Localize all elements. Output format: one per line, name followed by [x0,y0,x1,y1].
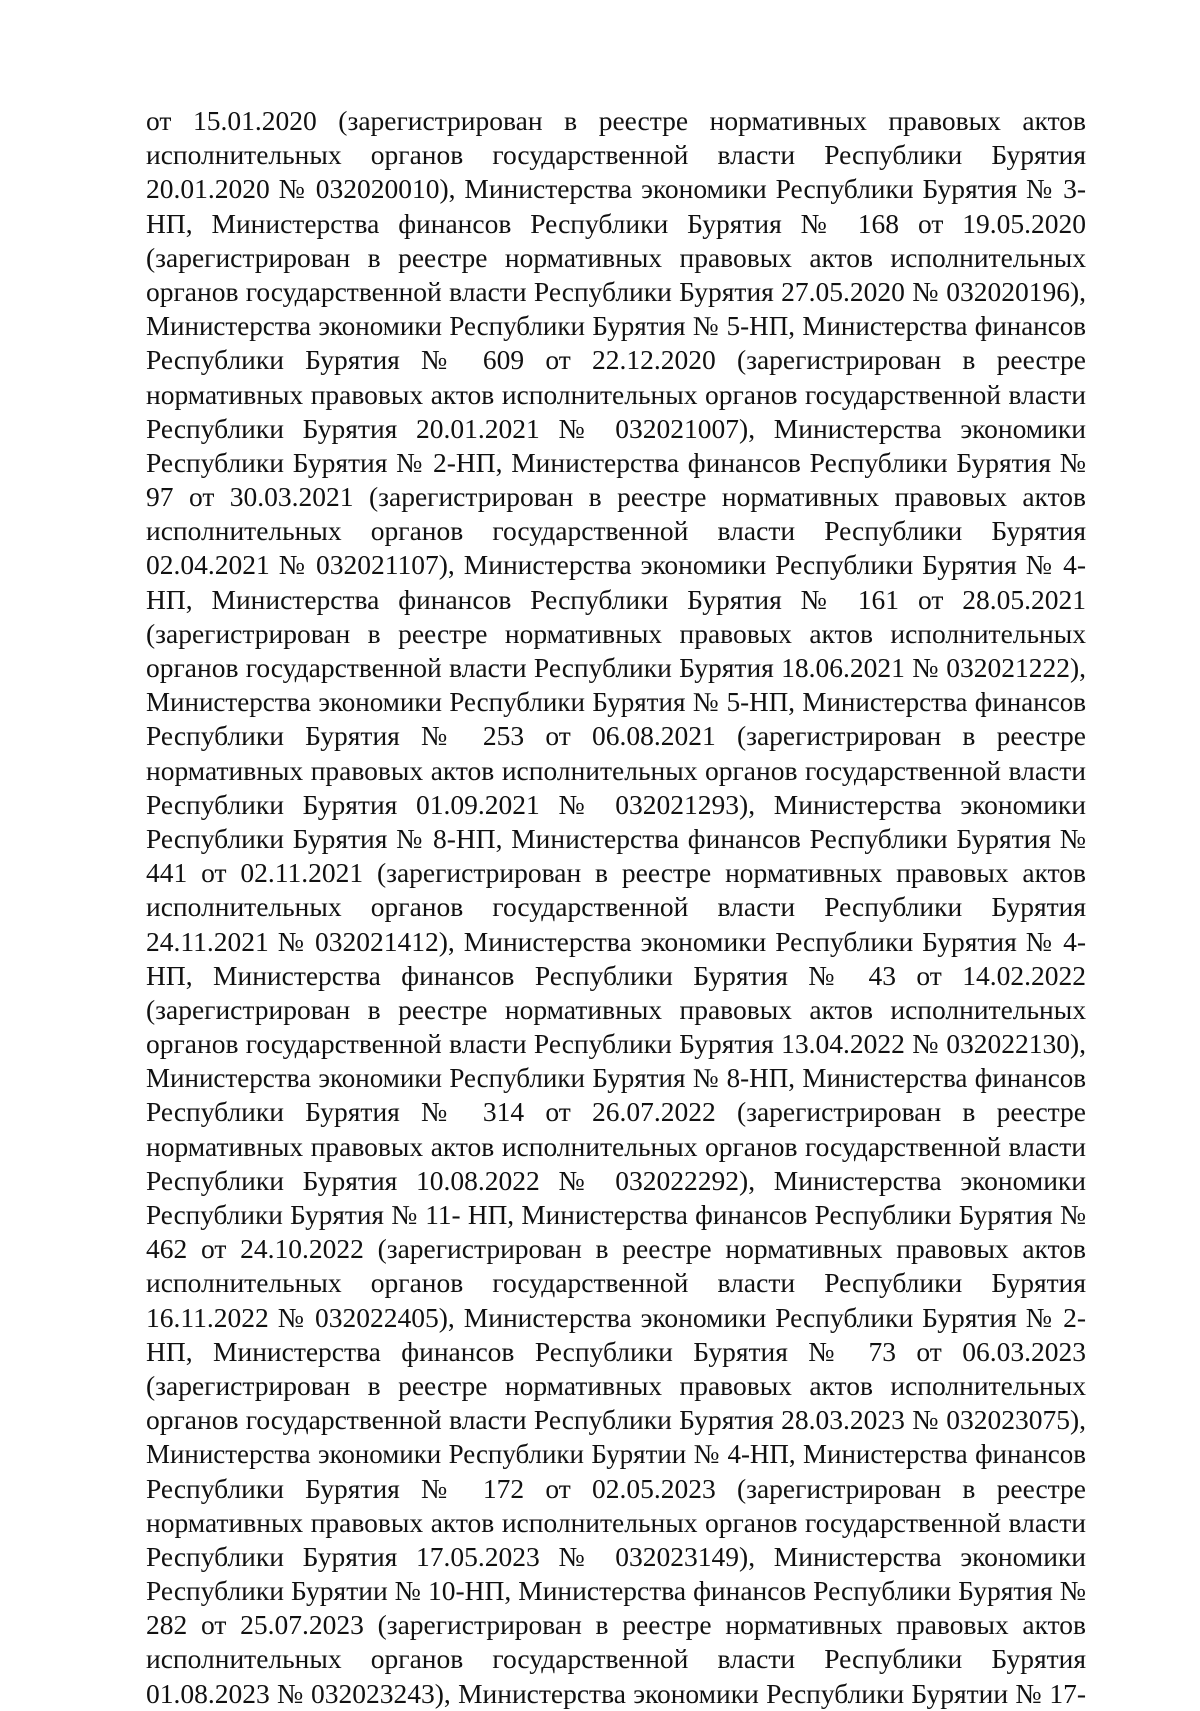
text-line: 02.04.2021 № 032021107), Министерства экономики Республики Бурятия № 4- [146,549,1086,581]
text-line: Республики Бурятия № 2-НП, Министерства финансов Республики Бурятия № [146,446,1086,478]
text-line: исполнительных органов государственной власти Республики Бурятия [146,139,1086,171]
text-line: нормативных правовых актов исполнительных органов государственной власти [146,378,1086,410]
text-line: Республики Бурятии № 10-НП, Министерства финансов Республики Бурятия № [146,1575,1086,1607]
text-line: органов государственной власти Республики Бурятия 18.06.2021 № 032021222), [146,652,1086,683]
text-line: исполнительных органов государственной власти Республики Бурятия [146,515,1086,547]
text-line: (зарегистрирован в реестре нормативных правовых актов исполнительных [146,993,1086,1025]
text-line: Республики Бурятия № 253 от 06.08.2021 (зарегистрирован в реестре [146,720,1086,752]
text-line: 282 от 25.07.2023 (зарегистрирован в реестре нормативных правовых актов [146,1609,1086,1641]
text-line: Республики Бурятия № 172 от 02.05.2023 (зарегистрирован в реестре [146,1472,1086,1504]
text-line: 01.08.2023 № 032023243), Министерства экономики Республики Бурятии № 17- [146,1677,1086,1709]
text-line: 24.11.2021 № 032021412), Министерства экономики Республики Бурятия № 4- [146,925,1086,957]
text-line: Республики Бурятия 10.08.2022 № 032022292), Министерства экономики [146,1164,1086,1196]
text-line: нормативных правовых актов исполнительных органов государственной власти [146,1506,1086,1538]
text-line: нормативных правовых актов исполнительных органов государственной власти [146,1130,1086,1162]
text-line: НП, Министерства финансов Республики Бурятия № 161 от 28.05.2021 [146,583,1086,615]
text-line: (зарегистрирован в реестре нормативных правовых актов исполнительных [146,1369,1086,1401]
text-line: Министерства экономики Республики Бурятия № 5-НП, Министерства финансов [146,311,1086,342]
text-line: исполнительных органов государственной власти Республики Бурятия [146,1643,1086,1675]
text-line: исполнительных органов государственной власти Республики Бурятия [146,891,1086,923]
text-line: Республики Бурятия № 11- НП, Министерства финансов Республики Бурятия № [146,1200,1086,1230]
text-line: НП, Министерства финансов Республики Бурятия № 43 от 14.02.2022 [146,959,1086,991]
text-line: нормативных правовых актов исполнительных органов государственной власти [146,754,1086,786]
text-line: от 15.01.2020 (зарегистрирован в реестре нормативных правовых актов [146,105,1086,136]
text-line: НП, Министерства финансов Республики Бурятия № 168 от 19.05.2020 [146,207,1086,239]
text-line: Министерства экономики Республики Бурятии № 4-НП, Министерства финансов [146,1439,1086,1470]
text-line: органов государственной власти Республики Бурятия 13.04.2022 № 032022130), [146,1028,1086,1060]
text-line: 20.01.2020 № 032020010), Министерства экономики Республики Бурятия № 3- [146,173,1086,205]
text-line: Республики Бурятия 20.01.2021 № 032021007), Министерства экономики [146,412,1086,444]
text-line: 16.11.2022 № 032022405), Министерства экономики Республики Бурятия № 2- [146,1301,1086,1333]
text-line: (зарегистрирован в реестре нормативных правовых актов исполнительных [146,617,1086,649]
text-line: Республики Бурятия 17.05.2023 № 032023149), Министерства экономики [146,1540,1086,1572]
text-line: исполнительных органов государственной власти Республики Бурятия [146,1267,1086,1299]
text-line: 441 от 02.11.2021 (зарегистрирован в реестре нормативных правовых актов [146,857,1086,889]
text-line: Министерства экономики Республики Бурятия № 5-НП, Министерства финансов [146,687,1086,718]
text-line: органов государственной власти Республики Бурятия 28.03.2023 № 032023075), [146,1404,1086,1436]
text-line: НП, Министерства финансов Республики Бурятия № 73 от 06.03.2023 [146,1335,1086,1367]
text-line: Министерства экономики Республики Бурятия № 8-НП, Министерства финансов [146,1063,1086,1094]
text-line: Республики Бурятия 01.09.2021 № 032021293), Министерства экономики [146,788,1086,820]
text-line: органов государственной власти Республики Бурятия 27.05.2020 № 032020196), [146,275,1086,307]
text-line: (зарегистрирован в реестре нормативных правовых актов исполнительных [146,241,1086,273]
text-line: 462 от 24.10.2022 (зарегистрирован в реестре нормативных правовых актов [146,1233,1086,1265]
text-line: Республики Бурятия № 8-НП, Министерства финансов Республики Бурятия № [146,822,1086,854]
text-line: 97 от 30.03.2021 (зарегистрирован в реестре нормативных правовых актов [146,481,1086,513]
text-line: Республики Бурятия № 609 от 22.12.2020 (зарегистрирован в реестре [146,344,1086,376]
body-text [146,104,1086,1711]
text-line: Республики Бурятия № 314 от 26.07.2022 (зарегистрирован в реестре [146,1096,1086,1128]
